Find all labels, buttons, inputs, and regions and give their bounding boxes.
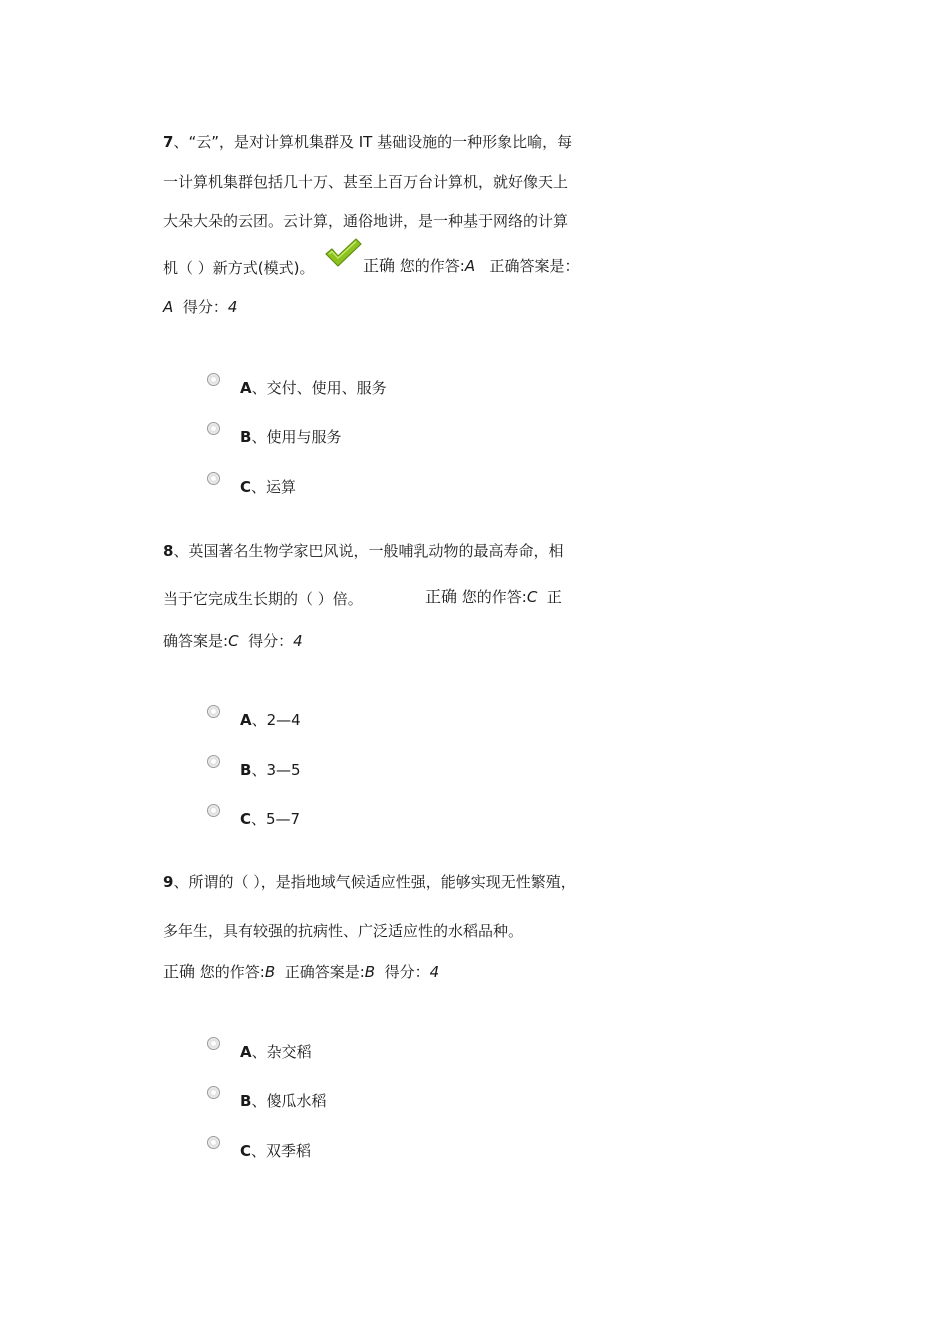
question-8-line-2: 当于它完成生长期的（ ）倍。 — [163, 590, 363, 608]
score-label: 得分： — [384, 963, 430, 981]
answer-label: 您的作答: — [461, 588, 527, 606]
user-answer: B — [264, 963, 276, 981]
question-9-line-2: 多年生，具有较强的抗病性、广泛适应性的水稻品种。 — [163, 922, 524, 940]
answer-label: 您的作答: — [199, 963, 265, 981]
question-9-line-1: 9、所谓的（ ），是指地域气候适应性强，能够实现无性繁殖， — [163, 873, 576, 891]
question-8-result — [425, 587, 562, 607]
radio-button[interactable] — [207, 373, 220, 386]
radio-button[interactable] — [207, 1086, 220, 1099]
correct-answer-label: 正确答案是： — [489, 257, 580, 275]
question-7-line-4: 机（ ）新方式(模式)。 — [163, 259, 315, 277]
score-value: 4 — [293, 632, 303, 650]
question-7-line-3: 大朵大朵的云团。云计算，通俗地讲，是一种基于网络的计算 — [163, 212, 569, 230]
radio-button[interactable] — [207, 422, 220, 435]
checkmark-icon — [323, 236, 363, 268]
radio-button[interactable] — [207, 472, 220, 485]
question-7-score — [163, 297, 237, 317]
question-8-number: 8 — [163, 542, 174, 560]
status-label: 正确 — [163, 962, 196, 981]
radio-button[interactable] — [207, 705, 220, 718]
radio-button[interactable] — [207, 1037, 220, 1050]
question-7-result — [363, 256, 579, 276]
score-value: 4 — [429, 963, 440, 981]
correct-answer: A — [163, 298, 174, 316]
user-answer: C — [526, 588, 538, 606]
correct-answer-label: 正确答案是: — [284, 963, 365, 981]
question-7-number: 7 — [163, 133, 174, 151]
correct-answer: C — [228, 632, 239, 650]
question-7-line-1: 7、“云”，是对计算机集群及 IT 基础设施的一种形象比喻，每 — [163, 133, 573, 151]
user-answer: A — [464, 257, 476, 275]
radio-button[interactable] — [207, 804, 220, 817]
answer-label: 您的作答: — [399, 257, 465, 275]
question-9-number: 9 — [163, 873, 174, 891]
question-8-line-1: 8、英国著名生物学家巴风说，一般哺乳动物的最高寿命，相 — [163, 542, 564, 560]
status-label: 正确 — [425, 587, 458, 606]
question-7-line-2: 一计算机集群包括几十万、甚至上百万台计算机，就好像天上 — [163, 173, 569, 191]
radio-button[interactable] — [207, 755, 220, 768]
question-8-score: 确答案是:C 得分：4 — [163, 632, 303, 650]
score-label: 得分： — [182, 298, 228, 316]
status-label: 正确 — [363, 256, 396, 275]
score-value: 4 — [227, 298, 238, 316]
correct-answer: B — [364, 963, 376, 981]
score-label: 得分： — [248, 632, 294, 650]
radio-button[interactable] — [207, 1136, 220, 1149]
correct-answer-label: 正 — [546, 588, 562, 606]
question-9-result — [163, 962, 439, 982]
